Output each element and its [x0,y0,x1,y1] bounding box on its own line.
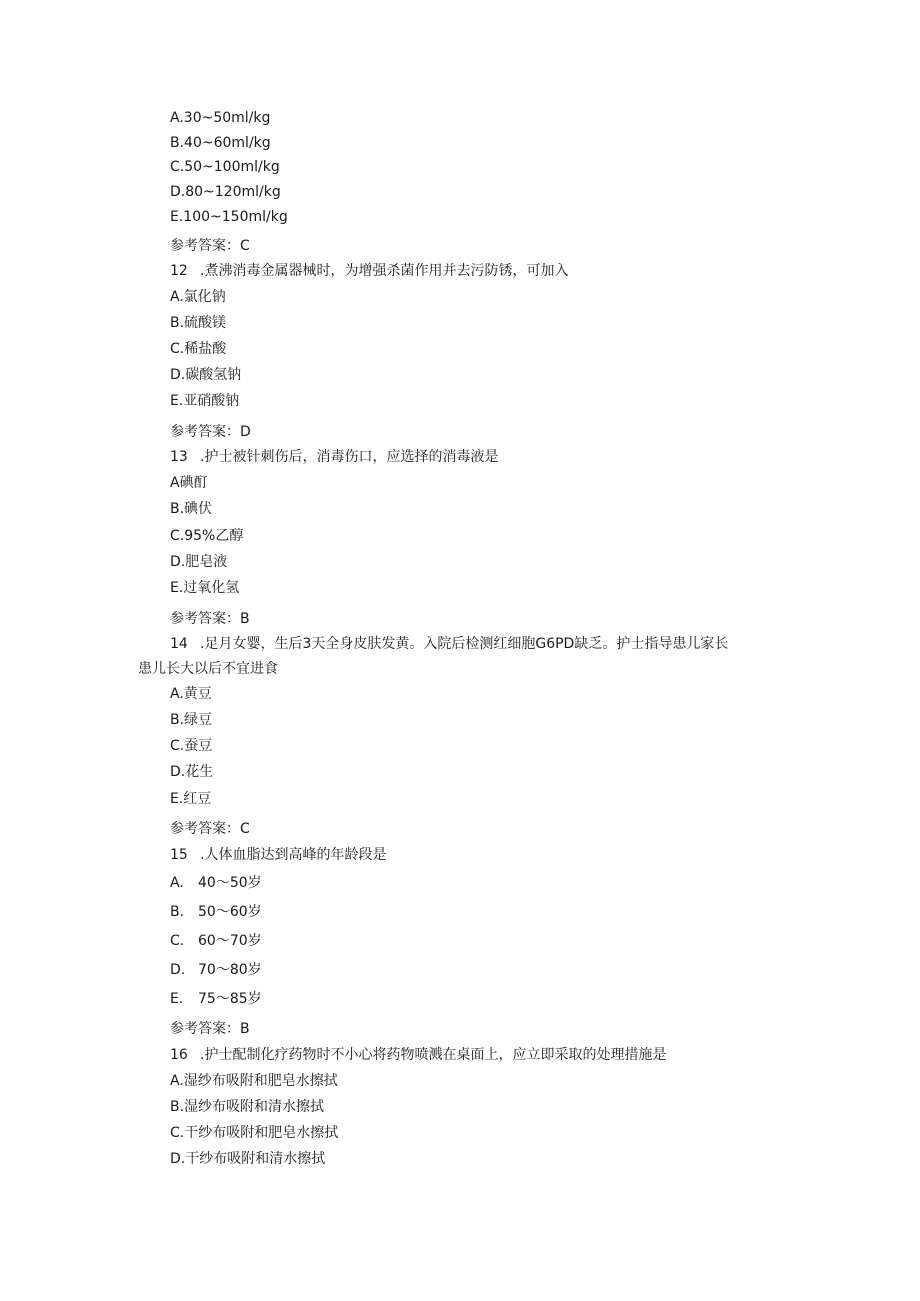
q13-text: .护士被针刺伤后，消毒伤口，应选择的消毒液是 [200,449,499,465]
q12-number: 12 [170,263,188,279]
q13-option-e: E.过氧化氢 [170,580,240,596]
q12-text: .煮沸消毒金属器械时，为增强杀菌作用并去污防锈，可加入 [200,263,569,279]
q13-option-c: C.95%乙醇 [170,528,244,544]
q11-option-c: C.50~100ml/kg [170,159,280,175]
q15-option-c [170,932,262,950]
q15-option-a-value: 40～50岁 [198,875,262,891]
q14-answer: 参考答案：C [170,821,250,837]
q11-option-e: E.100~150ml/kg [170,209,288,225]
q13-question [170,448,498,466]
q12-answer: 参考答案：D [170,424,251,440]
q14-option-c: C.蚕豆 [170,738,213,754]
q15-option-c-value: 60～70岁 [198,933,262,949]
q15-option-d [170,961,262,979]
q15-option-e-label: E. [170,991,184,1007]
q12-option-e: E.亚硝酸钠 [170,393,240,409]
q16-question [170,1046,666,1064]
q11-option-d: D.80~120ml/kg [170,184,281,200]
q13-answer: 参考答案：B [170,611,250,627]
q13-option-d: D.肥皂液 [170,554,228,570]
q15-option-d-value: 70～80岁 [198,962,262,978]
q12-question [170,262,568,280]
q16-option-c: C.干纱布吸附和肥皂水擦拭 [170,1125,339,1141]
q14-option-d: D.花生 [170,764,214,780]
q16-option-a: A.湿纱布吸附和肥皂水擦拭 [170,1073,338,1089]
q12-option-d: D.碳酸氢钠 [170,367,242,383]
q13-option-a: A碘酊 [170,475,208,491]
q13-number: 13 [170,449,188,465]
q14-number: 14 [170,636,188,652]
q15-text: .人体血脂达到高峰的年龄段是 [200,847,387,863]
q14-option-b: B.绿豆 [170,712,213,728]
q11-answer: 参考答案：C [170,238,250,254]
q12-option-a: A.氯化钠 [170,289,226,305]
q15-option-b-value: 50～60岁 [198,904,262,920]
q15-question [170,846,386,864]
q12-option-b: B.硫酸镁 [170,315,227,331]
q15-option-b-label: B. [170,904,185,920]
q15-option-a-label: A. [170,875,184,891]
q15-number: 15 [170,847,188,863]
q15-option-b [170,903,262,921]
q15-answer: 参考答案：B [170,1021,250,1037]
q13-option-b: B.碘伏 [170,501,213,517]
q15-option-d-label: D. [170,962,186,978]
q14-text-continued: 患儿长大以后不宜进食 [138,661,278,677]
q16-number: 16 [170,1047,188,1063]
q14-text: .足月女婴，生后3天全身皮肤发黄。入院后检测红细胞G6PD缺乏。护士指导患儿家长 [200,636,729,652]
q14-option-a: A.黄豆 [170,686,212,702]
q12-option-c: C.稀盐酸 [170,341,227,357]
q15-option-c-label: C. [170,933,185,949]
q16-option-d: D.干纱布吸附和清水擦拭 [170,1151,326,1167]
q15-option-e [170,990,262,1008]
q14-question [170,635,728,653]
q15-option-e-value: 75～85岁 [198,991,262,1007]
q15-option-a [170,874,262,892]
q11-option-b: B.40~60ml/kg [170,135,271,151]
q16-option-b: B.湿纱布吸附和清水擦拭 [170,1099,325,1115]
q11-option-a: A.30~50ml/kg [170,110,271,126]
q14-option-e: E.红豆 [170,791,212,807]
q16-text: .护士配制化疗药物时不小心将药物喷溅在桌面上，应立即采取的处理措施是 [200,1047,667,1063]
